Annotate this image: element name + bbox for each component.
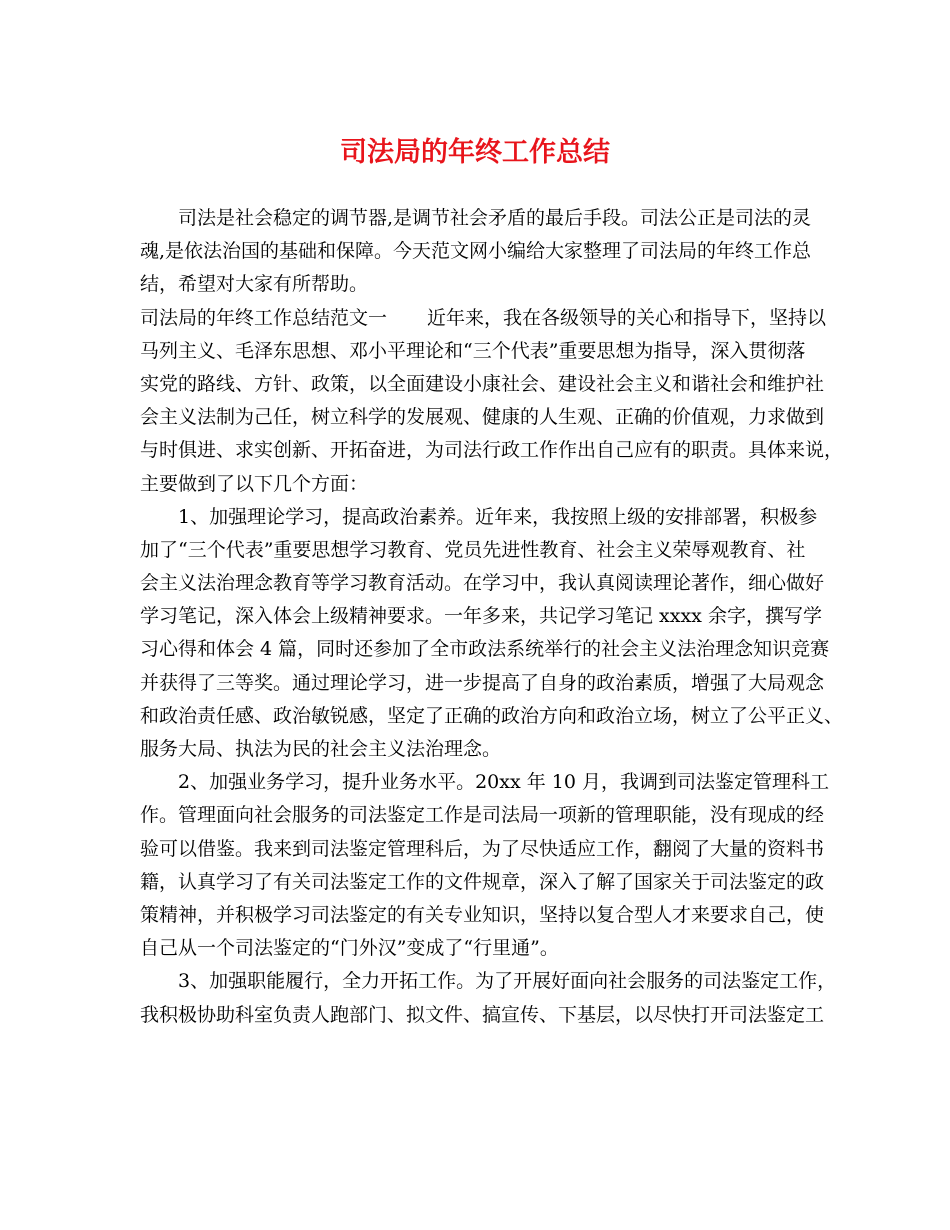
text-line: 实党的路线、方针、政策，以全面建设小康社会、建设社会主义和谐社会和维护社 xyxy=(140,372,825,395)
text-line: 自己从一个司法鉴定的“门外汉”变成了“行里通”。 xyxy=(140,937,559,960)
text-line-with-heading xyxy=(140,302,827,335)
text-line: 策精神，并积极学习司法鉴定的有关专业知识，坚持以复合型人才来要求自己，使 xyxy=(140,903,825,926)
section-intro-text: 近年来，我在各级领导的关心和指导下，坚持以 xyxy=(427,306,827,329)
text-line: 我积极协助科室负责人跑部门、拟文件、搞宣传、下基层，以尽快打开司法鉴定工 xyxy=(140,1003,825,1026)
section-heading: 司法局的年终工作总结范文一 xyxy=(140,306,388,329)
text-line: 会主义法制为己任，树立科学的发展观、健康的人生观、正确的价值观，力求做到 xyxy=(140,406,825,429)
text-line: 并获得了三等奖。通过理论学习，进一步提高了自身的政治素质，增强了大局观念 xyxy=(140,671,825,694)
text-line: 2、加强业务学习，提升业务水平。20xx 年 10 月，我调到司法鉴定管理科工 xyxy=(178,771,829,794)
text-line: 和政治责任感、政治敏锐感，坚定了正确的政治方向和政治立场，树立了公平正义、 xyxy=(140,704,844,727)
document-title: 司法局的年终工作总结 xyxy=(340,137,610,168)
text-line: 习心得和体会 4 篇，同时还参加了全市政法系统举行的社会主义法治理念知识竞赛 xyxy=(140,638,830,661)
text-line: 学习笔记，深入体会上级精神要求。一年多来，共记学习笔记 xxxx 余字，撰写学 xyxy=(140,605,822,628)
text-line: 主要做到了以下几个方面： xyxy=(140,472,369,495)
text-line: 1、加强理论学习，提高政治素养。近年来，我按照上级的安排部署，积极参 xyxy=(178,505,818,528)
document-body xyxy=(140,202,844,1032)
text-line: 籍，认真学习了有关司法鉴定工作的文件规章，深入了解了国家关于司法鉴定的政 xyxy=(140,870,825,893)
text-line: 3、加强职能履行，全力开拓工作。为了开展好面向社会服务的司法鉴定工作， xyxy=(178,970,837,993)
text-line: 作。管理面向社会服务的司法鉴定工作是司法局一项新的管理职能，没有现成的经 xyxy=(140,804,825,827)
text-line: 服务大局、执法为民的社会主义法治理念。 xyxy=(140,738,502,760)
text-line: 司法是社会稳定的调节器,是调节社会矛盾的最后手段。司法公正是司法的灵 xyxy=(178,207,812,229)
text-line: 加了“三个代表”重要思想学习教育、党员先进性教育、社会主义荣辱观教育、社 xyxy=(140,538,806,561)
text-line: 与时俱进、求实创新、开拓奋进，为司法行政工作作出自己应有的职责。具体来说， xyxy=(140,439,844,462)
text-line: 结，希望对大家有所帮助。 xyxy=(140,273,369,296)
text-line: 魂,是依法治国的基础和保障。今天范文网小编给大家整理了司法局的年终工作总 xyxy=(140,240,812,263)
text-line: 马列主义、毛泽东思想、邓小平理论和“三个代表”重要思想为指导，深入贯彻落 xyxy=(140,339,806,362)
text-line: 会主义法治理念教育等学习教育活动。在学习中，我认真阅读理论著作，细心做好 xyxy=(140,572,825,595)
text-line: 验可以借鉴。我来到司法鉴定管理科后，为了尽快适应工作，翻阅了大量的资料书 xyxy=(140,837,825,860)
